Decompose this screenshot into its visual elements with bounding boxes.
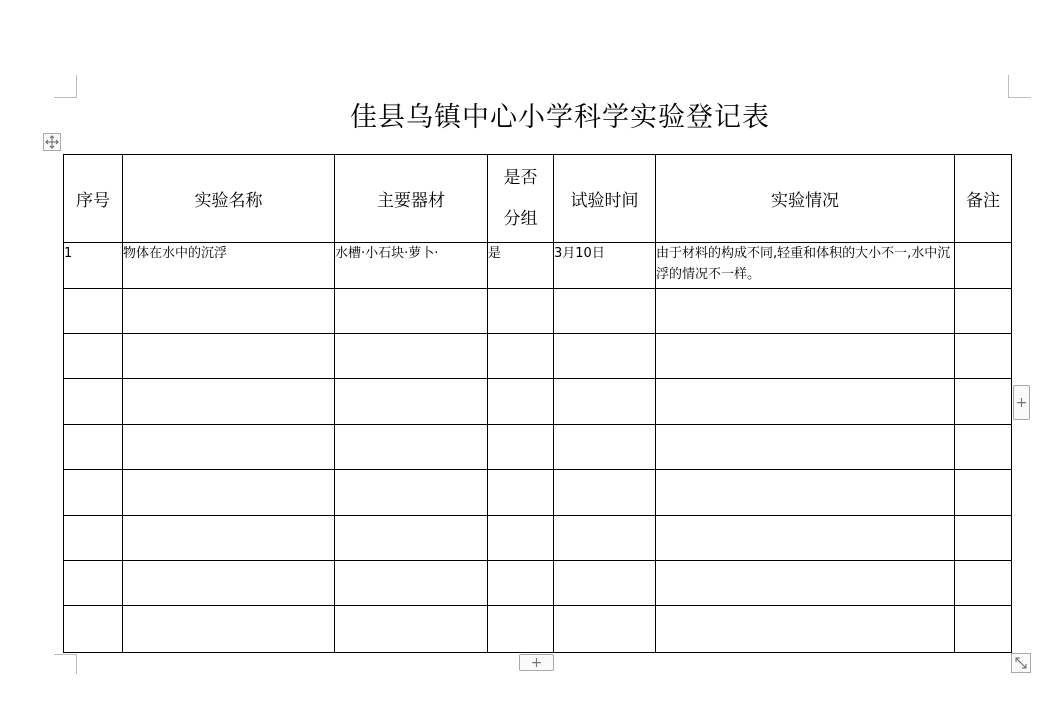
cell-remarks[interactable] <box>955 606 1012 653</box>
crop-mark-top-left-vertical <box>76 75 77 98</box>
cell-equipment[interactable] <box>335 334 488 379</box>
table-row <box>64 516 1012 561</box>
cell-time[interactable] <box>554 425 656 470</box>
add-column-button[interactable] <box>1013 385 1030 420</box>
resize-diagonal-icon <box>1014 656 1028 670</box>
cell-situation[interactable] <box>656 470 955 516</box>
cell-grouped[interactable] <box>488 289 554 334</box>
header-grouped[interactable] <box>488 155 554 243</box>
cell-index[interactable] <box>64 379 123 425</box>
cell-grouped[interactable] <box>488 561 554 606</box>
cell-name[interactable] <box>123 289 335 334</box>
cell-index[interactable] <box>64 289 123 334</box>
cell-grouped[interactable] <box>488 379 554 425</box>
cell-index[interactable] <box>64 606 123 653</box>
plus-icon: + <box>1015 394 1028 411</box>
cell-situation[interactable]: 由于材料的构成不同,轻重和体积的大小不一,水中沉浮的情况不一样。 <box>656 243 955 289</box>
cell-remarks[interactable] <box>955 379 1012 425</box>
header-equipment[interactable]: 主要器材 <box>335 155 488 243</box>
cell-situation[interactable] <box>656 425 955 470</box>
cell-equipment[interactable] <box>335 379 488 425</box>
crop-mark-bottom-left-vertical <box>76 654 77 674</box>
cell-grouped[interactable] <box>488 516 554 561</box>
cell-time[interactable] <box>554 379 656 425</box>
table-row <box>64 425 1012 470</box>
cell-name[interactable] <box>123 379 335 425</box>
cell-time[interactable]: 3月10日 <box>554 243 656 289</box>
cell-remarks[interactable] <box>955 516 1012 561</box>
cell-equipment[interactable] <box>335 516 488 561</box>
crop-mark-top-left <box>54 97 77 98</box>
cell-remarks[interactable] <box>955 425 1012 470</box>
header-remarks[interactable]: 备注 <box>955 155 1012 243</box>
cell-name[interactable] <box>123 561 335 606</box>
cell-grouped[interactable] <box>488 606 554 653</box>
header-row <box>64 155 1012 243</box>
crop-mark-top-right <box>1008 97 1031 98</box>
cell-remarks[interactable] <box>955 243 1012 289</box>
header-name[interactable]: 实验名称 <box>123 155 335 243</box>
crop-mark-top-right-vertical <box>1008 75 1009 98</box>
cell-equipment[interactable] <box>335 425 488 470</box>
cell-equipment[interactable] <box>335 289 488 334</box>
cell-situation[interactable] <box>656 561 955 606</box>
cell-time[interactable] <box>554 516 656 561</box>
header-grouped-line2: 分组 <box>503 208 538 229</box>
table-row <box>64 470 1012 516</box>
cell-situation[interactable] <box>656 334 955 379</box>
add-row-button[interactable] <box>519 654 554 671</box>
header-grouped-line1: 是否 <box>503 167 538 188</box>
cell-index[interactable] <box>64 561 123 606</box>
move-arrows-icon <box>45 135 59 149</box>
cell-equipment[interactable]: 水槽·小石块·萝卜· <box>335 243 488 289</box>
cell-grouped[interactable] <box>488 334 554 379</box>
cell-situation[interactable] <box>656 379 955 425</box>
cell-situation[interactable] <box>656 289 955 334</box>
table-row <box>64 561 1012 606</box>
cell-name[interactable]: 物体在水中的沉浮 <box>123 243 335 289</box>
cell-equipment[interactable] <box>335 470 488 516</box>
cell-name[interactable] <box>123 470 335 516</box>
table-row <box>64 606 1012 653</box>
cell-grouped[interactable] <box>488 470 554 516</box>
document-title: 佳县乌镇中心小学科学实验登记表 <box>350 102 770 133</box>
cell-situation[interactable] <box>656 516 955 561</box>
header-index[interactable]: 序号 <box>64 155 123 243</box>
cell-remarks[interactable] <box>955 289 1012 334</box>
cell-index[interactable] <box>64 470 123 516</box>
cell-equipment[interactable] <box>335 561 488 606</box>
table-move-handle[interactable] <box>43 133 61 151</box>
cell-name[interactable] <box>123 334 335 379</box>
table-row <box>64 243 1012 289</box>
table-resize-handle[interactable] <box>1011 653 1031 673</box>
cell-time[interactable] <box>554 561 656 606</box>
cell-name[interactable] <box>123 606 335 653</box>
cell-remarks[interactable] <box>955 334 1012 379</box>
cell-time[interactable] <box>554 289 656 334</box>
cell-grouped[interactable]: 是 <box>488 243 554 289</box>
cell-equipment[interactable] <box>335 606 488 653</box>
header-situation[interactable]: 实验情况 <box>656 155 955 243</box>
cell-index[interactable] <box>64 425 123 470</box>
cell-time[interactable] <box>554 470 656 516</box>
cell-name[interactable] <box>123 516 335 561</box>
cell-index[interactable] <box>64 516 123 561</box>
cell-name[interactable] <box>123 425 335 470</box>
crop-mark-bottom-left <box>54 654 77 655</box>
cell-index[interactable] <box>64 334 123 379</box>
plus-icon: + <box>530 654 543 671</box>
table-row <box>64 334 1012 379</box>
cell-situation[interactable] <box>656 606 955 653</box>
cell-remarks[interactable] <box>955 561 1012 606</box>
cell-remarks[interactable] <box>955 470 1012 516</box>
cell-grouped[interactable] <box>488 425 554 470</box>
table-row <box>64 379 1012 425</box>
cell-time[interactable] <box>554 334 656 379</box>
cell-index[interactable]: 1 <box>64 243 123 289</box>
cell-time[interactable] <box>554 606 656 653</box>
experiment-register-table <box>63 154 1012 653</box>
table-row <box>64 289 1012 334</box>
header-time[interactable]: 试验时间 <box>554 155 656 243</box>
